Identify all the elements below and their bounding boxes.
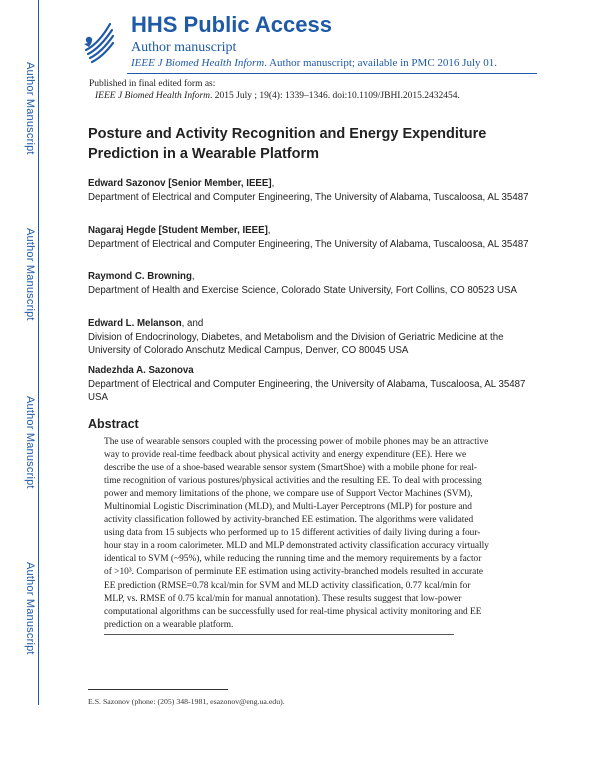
published-label: Published in final edited form as: bbox=[89, 79, 216, 89]
footnote-divider bbox=[88, 689, 228, 690]
citation bbox=[95, 91, 460, 101]
author-affiliation: Department of Electrical and Computer Engineering, the University of Alabama, Tuscaloosa, AL 35487 USA bbox=[88, 379, 526, 403]
author-name: Raymond C. Browning, bbox=[88, 271, 195, 282]
author-block bbox=[88, 364, 538, 404]
author-manuscript-subtitle: Author manuscript bbox=[131, 40, 237, 55]
author-affiliation: Department of Electrical and Computer Engineering, The University of Alabama, Tuscaloosa, AL 35487 bbox=[88, 239, 529, 250]
abstract-text: The use of wearable sensors coupled with the processing power of mobile phones may be an attractive way to provide real-time feedback about physical activity and energy expenditure (EE). Here we describe the use of a shoe-based wearable sensor system (SmartShoe) with a mobile phone for real-time recognition of various postures/physical activities and the resulting EE. To deal with processing power and memory limitations of the phone, we compare use of Support Vector Machines (SVM), Multinomial Logistic Discrimination (MLD), and Multi-Layer Perceptrons (MLP) for posture and activity classification followed by activity-branched EE estimation. The algorithms were validated using data from 15 subjects who performed up to 15 different activities of daily living during a four-hour stay in a room calorimeter. MLD and MLP demonstrated activity classification accuracy virtually identical to SVM (~95%), while reducing the running time and the memory requirements by a factor of >10³. Comparison of perminute EE estimation using activity-branched models resulted in accurate EE prediction (RMSE=0.78 kcal/min for SVM and MLD activity classification, 0.77 kcal/min for MLP, vs. RMSE of 0.75 kcal/min for manual annotation). These results suggest that low-power computational algorithms can be successfully used for real-time physical activity monitoring and EE prediction on a wearable platform. bbox=[104, 437, 489, 630]
author-affiliation: Department of Health and Exercise Science, Colorado State University, Fort Collins, CO 80523 USA bbox=[88, 285, 517, 296]
author-block bbox=[88, 270, 538, 297]
author-name: Nadezhda A. Sazonova bbox=[88, 365, 194, 376]
citation-details: . 2015 July ; 19(4): 1339–1346. doi:10.1109/JBHI.2015.2432454. bbox=[210, 91, 460, 101]
author-manuscript-label: Author Manuscript bbox=[24, 228, 36, 321]
margin-rule bbox=[38, 0, 39, 705]
hhs-eagle-logo-icon bbox=[80, 16, 116, 66]
paper-title: Posture and Activity Recognition and Energy Expenditure Prediction in a Wearable Platform bbox=[88, 126, 487, 162]
author-manuscript-label: Author Manuscript bbox=[24, 562, 36, 655]
author-affiliation: Division of Endocrinology, Diabetes, and Metabolism and the Division of Geriatric Medicine at the University of Colorado Anschutz Medical Campus, Denver, CO 80045 USA bbox=[88, 332, 504, 356]
abstract-divider bbox=[104, 634, 454, 635]
hhs-title: HHS Public Access bbox=[131, 12, 332, 37]
availability-text: . Author manuscript; available in PMC 2016 July 01. bbox=[264, 57, 498, 69]
author-block bbox=[88, 224, 538, 251]
author-name: Edward Sazonov [Senior Member, IEEE], bbox=[88, 178, 275, 189]
footnote: E.S. Sazonov (phone: (205) 348-1981, esazonov@eng.ua.edu). bbox=[88, 697, 285, 706]
journal-availability bbox=[131, 57, 497, 69]
header-divider bbox=[127, 73, 537, 74]
journal-name: IEEE J Biomed Health Inform bbox=[131, 57, 265, 69]
citation-journal: IEEE J Biomed Health Inform bbox=[95, 91, 211, 101]
author-manuscript-label: Author Manuscript bbox=[24, 396, 36, 489]
author-block bbox=[88, 317, 538, 357]
author-affiliation: Department of Electrical and Computer Engineering, The University of Alabama, Tuscaloosa, AL 35487 bbox=[88, 192, 529, 203]
author-block bbox=[88, 177, 538, 204]
author-name: Nagaraj Hegde [Student Member, IEEE], bbox=[88, 225, 271, 236]
abstract-heading: Abstract bbox=[88, 417, 139, 431]
author-manuscript-label: Author Manuscript bbox=[24, 62, 36, 155]
author-name: Edward L. Melanson, and bbox=[88, 318, 204, 329]
